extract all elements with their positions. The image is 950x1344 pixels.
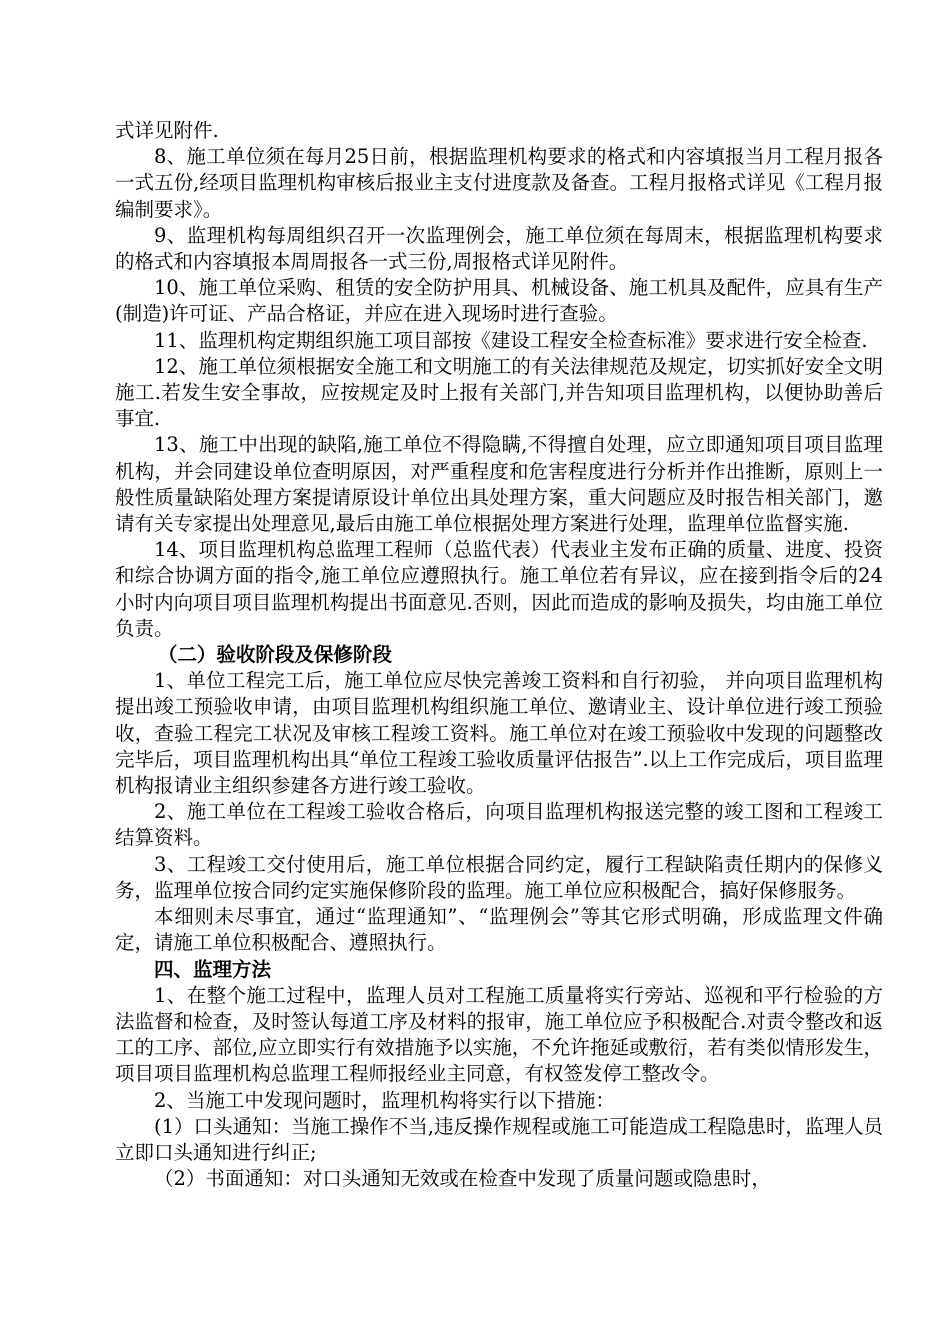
paragraph-methods-2: 2、当施工中发现问题时，监理机构将实行以下措施： <box>154 1088 615 1112</box>
paragraph-closing-note: 本细则未尽事宜，通过“监理通知”、“监理例会”等其它形式明确，形成监理文件确定，请施工单位积极配合、遵照执行。 <box>115 905 883 955</box>
paragraph-methods-1: 1、在整个施工过程中，监理人员对工程施工质量将实行旁站、巡视和平行检验的方法监督和检查，及时签认每道工序及材料的报审，施工单位应予积极配合.对责令整改和返工的工序、部位,应立即实行有效措施予以实施，不允许拖延或敷衍，若有类似情形发生，项目项目监理机构总监理工程师报经业主同意，有权签发停工整改令。 <box>115 983 883 1086</box>
paragraph-item-10: 10、施工单位采购、租赁的安全防护用具、机械设备、施工机具及配件，应具有生产(制造)许可证、产品合格证，并应在进入现场时进行查验。 <box>115 276 883 326</box>
paragraph-item-12: 12、施工单位须根据安全施工和文明施工的有关法律规范及规定，切实抓好安全文明施工.若发生安全事故，应按规定及时上报有关部门,并告知项目监理机构，以便协助善后事宜. <box>115 354 883 431</box>
paragraph-item-14: 14、项目监理机构总监理工程师（总监代表）代表业主发布正确的质量、进度、投资和综合协调方面的指令,施工单位应遵照执行。施工单位若有异议，应在接到指令后的24小时内向项目项目监理机构提出书面意见.否则，因此而造成的影响及损失，均由施工单位负责。 <box>115 538 883 640</box>
paragraph-item-13: 13、施工中出现的缺陷,施工单位不得隐瞒,不得擅自处理，应立即通知项目项目监理机构，并会同建设单位查明原因，对严重程度和危害程度进行分析并作出推断，原则上一般性质量缺陷处理方案提请原设计单位出具处理方案，重大问题应及时报告相关部门，邀请有关专家提出处理意见,最后由施工单位根据处理方案进行处理，监理单位监督实施. <box>115 433 883 536</box>
paragraph-item-9: 9、监理机构每周组织召开一次监理例会，施工单位须在每周末，根据监理机构要求的格式和内容填报本周周报各一式三份,周报格式详见附件。 <box>115 223 883 274</box>
paragraph-acceptance-2: 2、施工单位在工程竣工验收合格后，向项目监理机构报送完整的竣工图和工程竣工结算资料。 <box>115 800 883 850</box>
document-page <box>115 118 883 1192</box>
paragraph-acceptance-1: 1、单位工程完工后，施工单位应尽快完善竣工资料和自行初验， 并向项目监理机构提出竣工预验收申请，由项目监理机构组织施工单位、邀请业主、设计单位进行竣工预验收，查验工程完工状况及审核工程竣工资料。施工单位对在竣工预验收中发现的问题整改完毕后，项目监理机构出具“单位工程竣工验收质量评估报告”.以上工作完成后，项目监理机构报请业主组织参建各方进行竣工验收。 <box>115 669 883 798</box>
paragraph-written-notice: （2）书面通知：对口头通知无效或在检查中发现了质量问题或隐患时， <box>154 1167 771 1191</box>
section-heading-acceptance: （二）验收阶段及保修阶段 <box>157 643 392 667</box>
paragraph-verbal-notice: (1）口头通知：当施工操作不当,违反操作规程或施工可能造成工程隐患时，监理人员立即口头通知进行纠正; <box>115 1114 883 1164</box>
section-heading-methods: 四、监理方法 <box>154 957 272 981</box>
paragraph-item-8: 8、施工单位须在每月25日前，根据监理机构要求的格式和内容填报当月工程月报各一式五份,经项目监理机构审核后报业主支付进度款及备查。工程月报格式详见《工程月报编制要求》。 <box>115 145 883 221</box>
paragraph-item-11: 11、监理机构定期组织施工项目部按《建设工程安全检查标准》要求进行安全检查. <box>154 328 868 352</box>
paragraph: 式详见附件. <box>115 119 219 142</box>
paragraph-acceptance-3: 3、工程竣工交付使用后，施工单位根据合同约定，履行工程缺陷责任期内的保修义务，监理单位按合同约定实施保修阶段的监理。施工单位应积极配合，搞好保修服务。 <box>115 852 883 902</box>
